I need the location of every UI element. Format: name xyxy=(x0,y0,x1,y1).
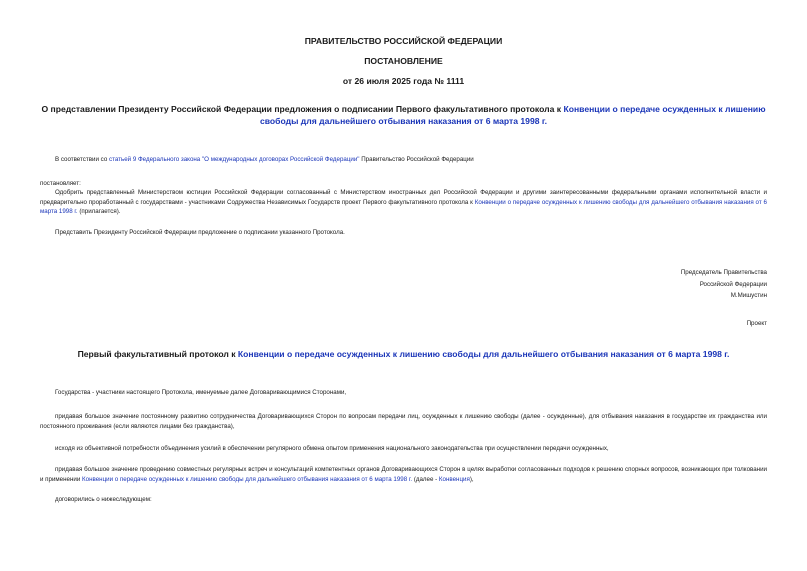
decree-item-1-text: Одобрить представленный Министерством юстиции Российской Федерации согласованный с Министерством иностранных дел Российской Федерации и другими заинтересованными федеральными органами исполнительной власти и предварительно проработанный с государствами - участниками Содружества Независимых Государств проект Первого факультативного протокола к xyxy=(40,189,767,206)
signature-block xyxy=(681,267,767,302)
title-convention-link[interactable]: Конвенции о передаче осужденных к лишению свободы для дальнейшего отбывания наказания от 6 марта 1998 г. xyxy=(259,104,766,126)
preamble-text-2: Правительство Российской Федерации xyxy=(359,156,474,163)
signature-line-1: Председатель Правительства xyxy=(680,269,767,276)
postanovlyaet-text: постановляет: xyxy=(40,180,81,187)
protocol-title-text: Первый факультативный протокол к xyxy=(77,349,238,359)
decree-item-2: Представить Президенту Российской Федерации предложение о подписании указанного Протокола. xyxy=(55,229,345,236)
protocol-title-convention-link[interactable]: Конвенции о передаче осужденных к лишению свободы для дальнейшего отбывания наказания от 6 марта 1998 г. xyxy=(237,349,730,359)
protocol-paragraph-4-text: придавая большое значение проведению совместных регулярных встреч и консультаций компетентных органов Договаривающихся Сторон в целях выработки согласованных подходов к решению спорных вопросов, возникающих при толковании и применении xyxy=(40,466,767,483)
protocol-paragraph-5: договорились о нижеследующем: xyxy=(55,496,152,503)
signature-name: М.Мишустин xyxy=(730,292,767,299)
decree-item-1-tail: (прилагается). xyxy=(77,208,121,216)
date-number: от 26 июля 2025 года № 1111 xyxy=(342,76,465,86)
protocol-paragraph-4-mid: (далее - xyxy=(412,475,439,483)
doc-type-heading: ПОСТАНОВЛЕНИЕ xyxy=(364,56,443,66)
protocol-paragraph-2: придавая большое значение постоянному развитию сотрудничества Договаривающихся Сторон по вопросам передачи лиц, осужденных к лишению свободы (далее - осужденные), для отбывания наказания в государстве их гражданства или постоянного проживания (если являются лицами без гражданства), xyxy=(40,413,767,430)
protocol-paragraph-1: Государства - участники настоящего Протокола, именуемые далее Договаривающимися Сторонами, xyxy=(55,389,347,396)
project-label: Проект xyxy=(746,320,767,327)
decree-convention-link[interactable]: Конвенции о передаче осужденных к лишению свободы для дальнейшего отбывания наказания от 6 марта 1998 г. xyxy=(40,198,767,216)
title-text: О представлении Президенту Российской Федерации предложения о подписании Первого факультативного протокола к xyxy=(41,104,564,114)
decree-item-1 xyxy=(40,188,767,217)
signature-line-2: Российской Федерации xyxy=(699,280,767,288)
federal-law-link[interactable]: статьей 9 Федерального закона "О международных договорах Российской Федерации" xyxy=(108,156,360,163)
document-title xyxy=(40,104,767,127)
protocol-paragraph-3: исходя из объективной потребности объединения усилий в обеспечении регулярного обмена опытом применения национального законодательства при осуществлении передачи осужденных, xyxy=(55,445,609,452)
protocol-title xyxy=(40,349,767,361)
government-heading: ПРАВИТЕЛЬСТВО РОССИЙСКОЙ ФЕДЕРАЦИИ xyxy=(304,36,503,46)
convention-short-link[interactable]: Конвенция xyxy=(438,475,470,483)
preamble-text-1: В соответствии со xyxy=(55,156,109,163)
protocol-paragraph-4-tail: ), xyxy=(469,475,474,483)
protocol-convention-link[interactable]: Конвенции о передаче осужденных к лишению свободы для дальнейшего отбывания наказания от 6 марта 1998 г. xyxy=(82,475,413,483)
preamble-paragraph xyxy=(40,155,767,165)
protocol-paragraph-4 xyxy=(40,465,767,484)
